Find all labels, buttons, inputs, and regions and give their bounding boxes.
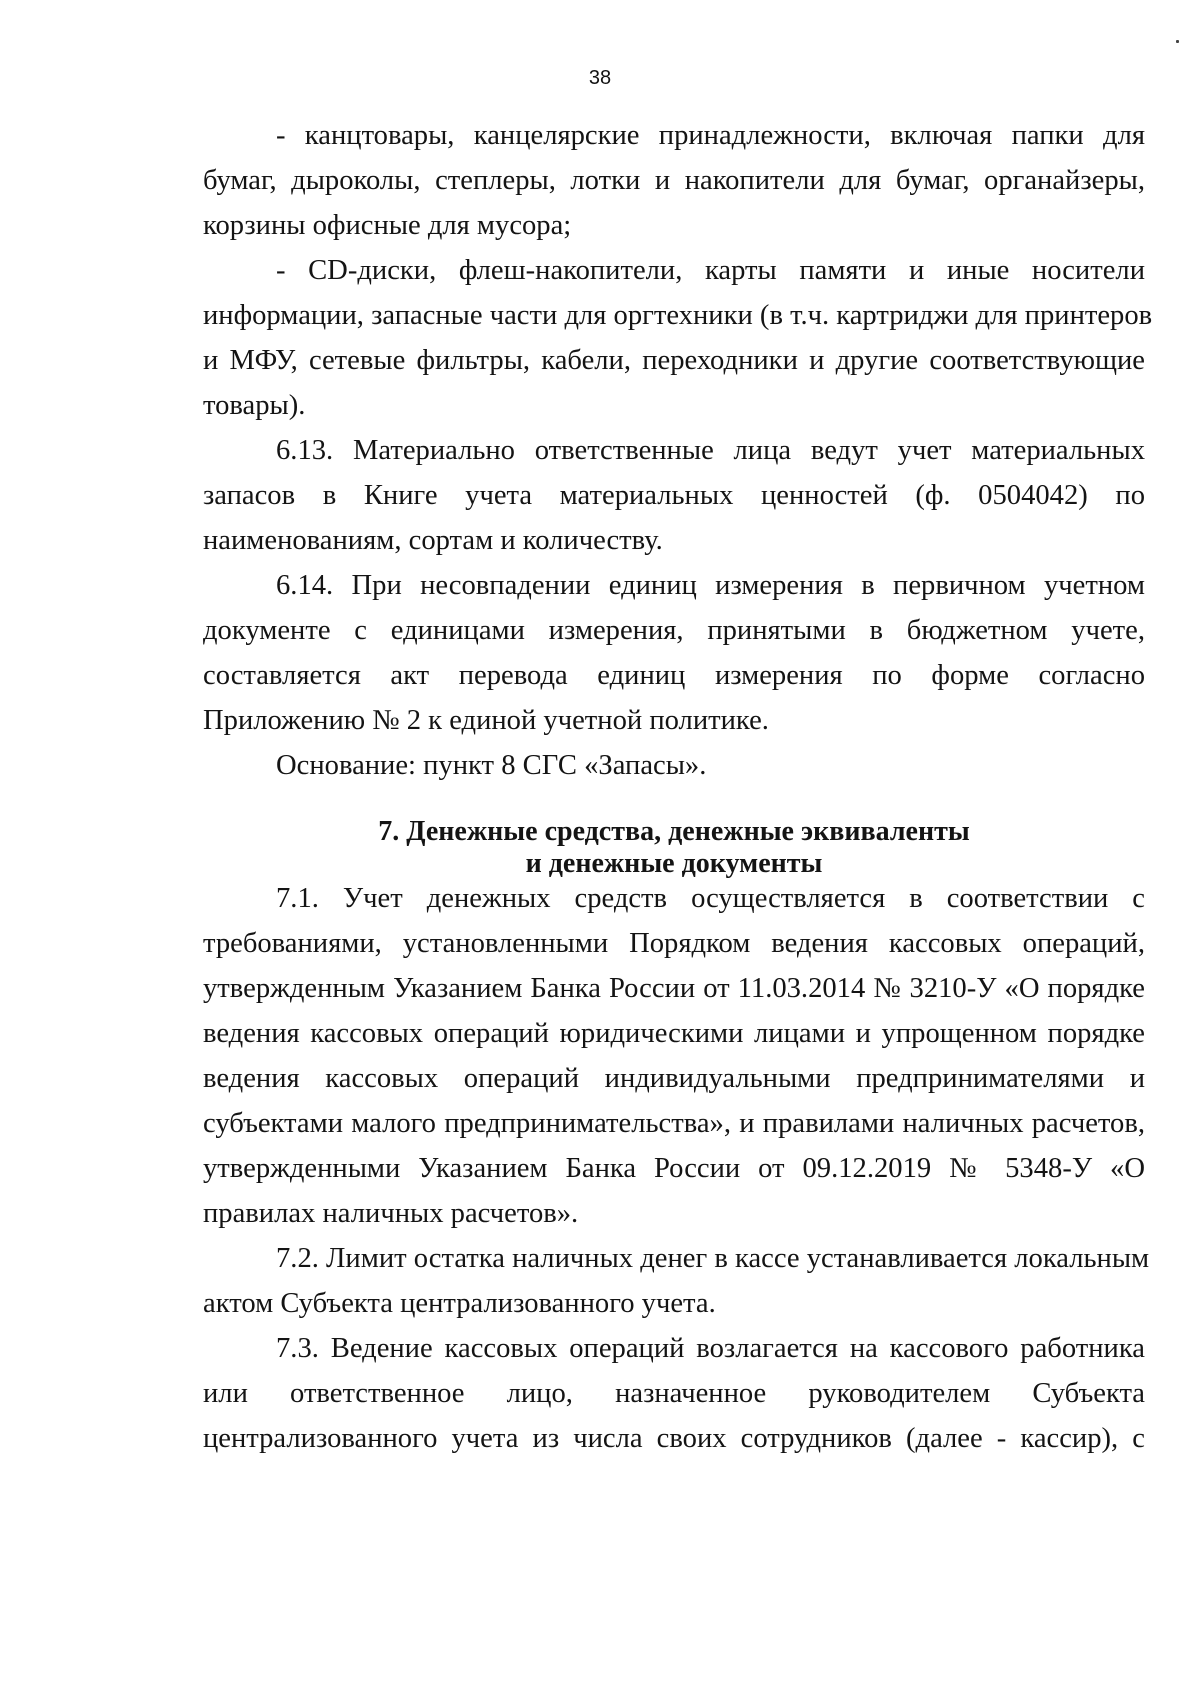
- text-line: Приложению № 2 к единой учетной политике.: [203, 705, 769, 736]
- section-heading-line-1: 7. Денежные средства, денежные эквиваленты: [378, 816, 970, 847]
- text-line: централизованного учета из числа своих сотрудников (далее - кассир), с: [203, 1423, 1145, 1454]
- text-line: правилах наличных расчетов».: [203, 1198, 579, 1229]
- text-line: - CD-диски, флеш-накопители, карты памяти и иные носители: [276, 255, 1145, 286]
- section-heading-line-2: и денежные документы: [525, 848, 823, 879]
- text-line: 7.2. Лимит остатка наличных денег в кассе устанавливается локальным: [276, 1243, 1150, 1274]
- text-line: корзины офисные для мусора;: [203, 210, 572, 241]
- text-line: ведения кассовых операций юридическими лицами и упрощенном порядке: [203, 1018, 1145, 1049]
- text-line: наименованиям, сортам и количеству.: [203, 525, 663, 556]
- text-line: составляется акт перевода единиц измерения по форме согласно: [203, 660, 1145, 691]
- text-line: документе с единицами измерения, принятыми в бюджетном учете,: [203, 615, 1145, 646]
- text-line: и МФУ, сетевые фильтры, кабели, переходники и другие соответствующие: [203, 345, 1145, 376]
- text-line: 6.13. Материально ответственные лица ведут учет материальных: [276, 435, 1145, 466]
- text-line: 7.3. Ведение кассовых операций возлагается на кассового работника: [276, 1333, 1145, 1364]
- text-line: - канцтовары, канцелярские принадлежности, включая папки для: [276, 120, 1145, 151]
- text-line: информации, запасные части для оргтехники (в т.ч. картриджи для принтеров: [203, 300, 1153, 331]
- text-line: товары).: [203, 390, 306, 421]
- text-line: 7.1. Учет денежных средств осуществляется в соответствии с: [276, 883, 1145, 914]
- text-line: утвержденными Указанием Банка России от 09.12.2019 № 5348-У «О: [203, 1153, 1145, 1184]
- text-line: 6.14. При несовпадении единиц измерения в первичном учетном: [276, 570, 1145, 601]
- text-line: утвержденным Указанием Банка России от 11.03.2014 № 3210-У «О порядке: [203, 973, 1145, 1004]
- text-line: или ответственное лицо, назначенное руководителем Субъекта: [203, 1378, 1145, 1409]
- scan-speck: [1176, 40, 1179, 43]
- text-line: ведения кассовых операций индивидуальными предпринимателями и: [203, 1063, 1145, 1094]
- page-number: 38: [588, 67, 612, 89]
- text-line: требованиями, установленными Порядком ведения кассовых операций,: [203, 928, 1145, 959]
- text-line: бумаг, дыроколы, степлеры, лотки и накопители для бумаг, органайзеры,: [203, 165, 1145, 196]
- text-line: Основание: пункт 8 СГС «Запасы».: [276, 750, 707, 781]
- text-line: актом Субъекта централизованного учета.: [203, 1288, 716, 1319]
- text-line: запасов в Книге учета материальных ценностей (ф. 0504042) по: [203, 480, 1145, 511]
- text-line: субъектами малого предпринимательства», и правилами наличных расчетов,: [203, 1108, 1145, 1139]
